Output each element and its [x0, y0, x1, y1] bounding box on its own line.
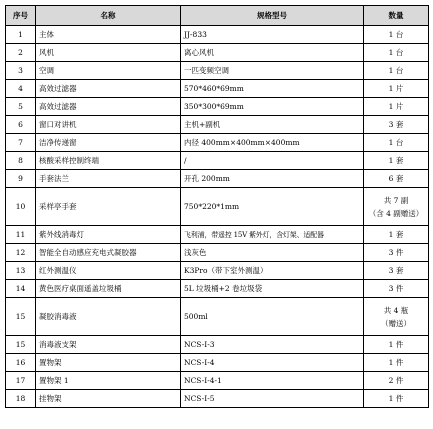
table-row	[6, 298, 429, 336]
header-row	[6, 6, 429, 26]
cell-spec: NCS-I-4-1	[181, 372, 364, 390]
cell-name: 窗口对讲机	[36, 116, 181, 134]
cell-qty-line2: （含 4 副赠送）	[368, 208, 424, 218]
cell-seq: 15	[6, 298, 36, 336]
header-seq: 序号	[6, 6, 36, 26]
cell-qty	[364, 188, 429, 226]
cell-seq: 1	[6, 26, 36, 44]
cell-seq: 2	[6, 44, 36, 62]
cell-name: 置物架	[36, 354, 181, 372]
table-row	[6, 280, 429, 298]
table-row	[6, 134, 429, 152]
cell-seq: 18	[6, 390, 36, 408]
table-row	[6, 116, 429, 134]
cell-spec: /	[181, 152, 364, 170]
cell-name: 凝胶消毒液	[36, 298, 181, 336]
cell-name: 紫外线消毒灯	[36, 226, 181, 244]
cell-qty: 1 套	[364, 226, 429, 244]
cell-qty: 2 件	[364, 372, 429, 390]
cell-seq: 9	[6, 170, 36, 188]
cell-name: 核酸采样控制终端	[36, 152, 181, 170]
cell-qty-line1: 共 7 副	[383, 195, 409, 205]
cell-qty	[364, 298, 429, 336]
cell-qty: 1 台	[364, 134, 429, 152]
cell-seq: 16	[6, 354, 36, 372]
cell-qty: 1 件	[364, 336, 429, 354]
cell-spec: 750*220*1mm	[181, 188, 364, 226]
cell-seq: 8	[6, 152, 36, 170]
table-row	[6, 188, 429, 226]
cell-qty: 1 片	[364, 80, 429, 98]
table-row	[6, 98, 429, 116]
table-row	[6, 262, 429, 280]
header-name: 名称	[36, 6, 181, 26]
cell-seq: 3	[6, 62, 36, 80]
cell-name: 高效过滤器	[36, 98, 181, 116]
cell-seq: 10	[6, 188, 36, 226]
table-row	[6, 244, 429, 262]
cell-seq: 14	[6, 280, 36, 298]
cell-spec: 5L 垃圾桶+2 卷垃圾袋	[181, 280, 364, 298]
table-row	[6, 372, 429, 390]
cell-qty: 3 套	[364, 262, 429, 280]
table-row	[6, 226, 429, 244]
cell-name: 手套法兰	[36, 170, 181, 188]
cell-name: 风机	[36, 44, 181, 62]
cell-spec: 500ml	[181, 298, 364, 336]
cell-seq: 12	[6, 244, 36, 262]
cell-qty: 3 件	[364, 244, 429, 262]
cell-seq: 7	[6, 134, 36, 152]
table-row	[6, 62, 429, 80]
cell-qty-line1: 共 4 瓶	[383, 305, 409, 315]
table-body	[6, 26, 429, 408]
cell-qty: 6 套	[364, 170, 429, 188]
cell-name: 挂物架	[36, 390, 181, 408]
cell-spec: 570*460*69mm	[181, 80, 364, 98]
cell-qty: 1 套	[364, 152, 429, 170]
table-row	[6, 336, 429, 354]
cell-name: 智能全自动感应充电式凝胶器	[36, 244, 181, 262]
cell-spec: 350*300*69mm	[181, 98, 364, 116]
cell-qty: 1 件	[364, 354, 429, 372]
cell-seq: 15	[6, 336, 36, 354]
cell-qty: 3 件	[364, 280, 429, 298]
cell-name: 置物架 1	[36, 372, 181, 390]
cell-name: 黄色医疗桌面遥盖垃圾桶	[36, 280, 181, 298]
cell-spec: JJ-833	[181, 26, 364, 44]
table-row	[6, 80, 429, 98]
table-row	[6, 26, 429, 44]
cell-qty: 3 套	[364, 116, 429, 134]
cell-seq: 5	[6, 98, 36, 116]
cell-spec: 飞利浦，带遥控 15V 紫外灯，含灯架、适配器	[181, 226, 364, 244]
table-row	[6, 44, 429, 62]
cell-qty: 1 片	[364, 98, 429, 116]
cell-spec: 内径 400mm×400mm×400mm	[181, 134, 364, 152]
cell-name: 主体	[36, 26, 181, 44]
cell-qty-line2: （赠送）	[381, 318, 411, 328]
cell-name: 空调	[36, 62, 181, 80]
cell-spec: 离心风机	[181, 44, 364, 62]
cell-spec: NCS-I-4	[181, 354, 364, 372]
table-row	[6, 170, 429, 188]
cell-spec: 浅灰色	[181, 244, 364, 262]
cell-seq: 4	[6, 80, 36, 98]
header-qty: 数量	[364, 6, 429, 26]
cell-spec: NCS-I-3	[181, 336, 364, 354]
cell-name: 高效过滤器	[36, 80, 181, 98]
cell-seq: 6	[6, 116, 36, 134]
cell-seq: 17	[6, 372, 36, 390]
cell-spec: 主机+副机	[181, 116, 364, 134]
cell-qty: 1 台	[364, 26, 429, 44]
cell-qty: 1 件	[364, 390, 429, 408]
cell-spec: NCS-I-5	[181, 390, 364, 408]
cell-name: 红外测温仪	[36, 262, 181, 280]
cell-qty: 1 台	[364, 62, 429, 80]
equipment-table	[5, 5, 429, 408]
table-row	[6, 152, 429, 170]
header-spec: 规格型号	[181, 6, 364, 26]
table-row	[6, 390, 429, 408]
cell-qty: 1 台	[364, 44, 429, 62]
equipment-list	[5, 5, 428, 408]
cell-spec: 一匹变频空调	[181, 62, 364, 80]
cell-seq: 13	[6, 262, 36, 280]
cell-name: 采样亭手套	[36, 188, 181, 226]
cell-seq: 11	[6, 226, 36, 244]
cell-spec: 开孔 200mm	[181, 170, 364, 188]
cell-spec: K3Pro（带下室外测温）	[181, 262, 364, 280]
cell-name: 消毒液支架	[36, 336, 181, 354]
table-row	[6, 354, 429, 372]
cell-name: 洁净传递窗	[36, 134, 181, 152]
